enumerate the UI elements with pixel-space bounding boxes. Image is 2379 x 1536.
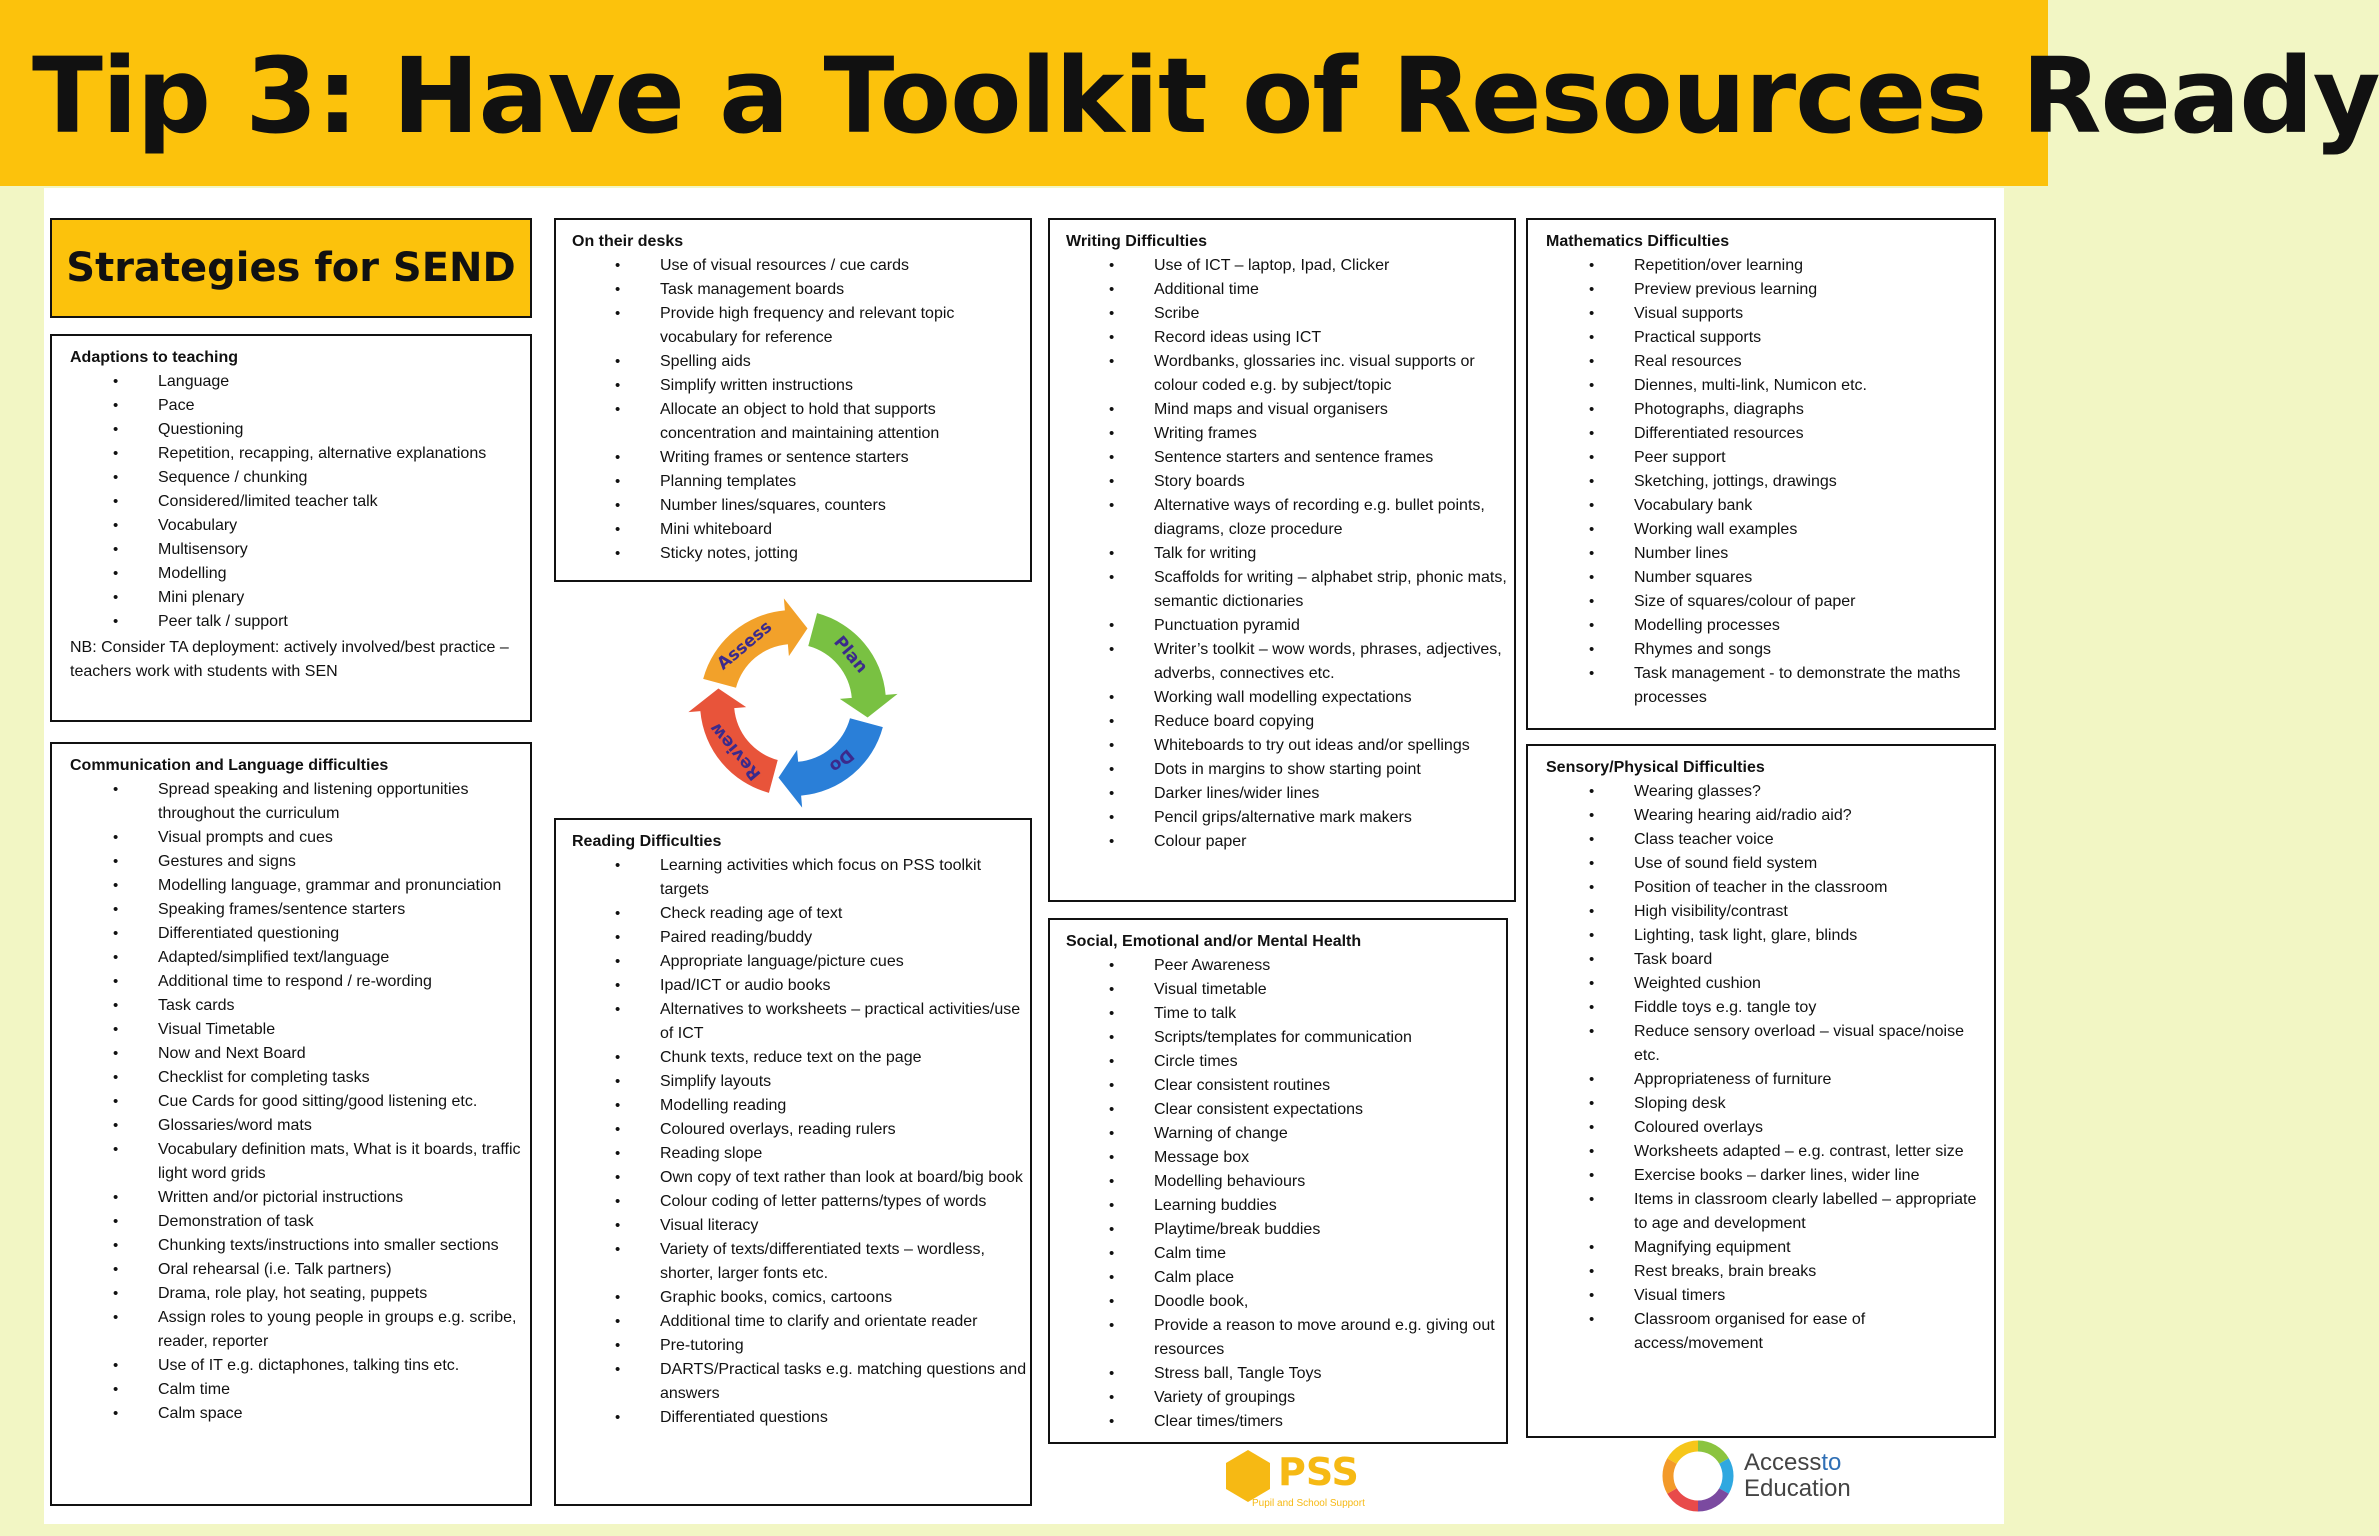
maths-box xyxy=(1526,218,1996,730)
communication-item: • Additional time to respond / re-wording xyxy=(158,970,530,994)
desks-item: • Sticky notes, jotting xyxy=(660,542,1030,566)
access-to-education-logo xyxy=(1662,1440,1882,1512)
reading-item: • Coloured overlays, reading rulers xyxy=(660,1118,1030,1142)
writing-item: • Wordbanks, glossaries inc. visual supports or colour coded e.g. by subject/topic xyxy=(1154,350,1514,398)
maths-item: • Number squares xyxy=(1634,566,1994,590)
desks-item: • Task management boards xyxy=(660,278,1030,302)
reading-item: • Visual literacy xyxy=(660,1214,1030,1238)
reading-heading: Reading Difficulties xyxy=(572,833,722,850)
social-item: • Provide a reason to move around e.g. giving out resources xyxy=(1154,1314,1506,1362)
communication-item: • Glossaries/word mats xyxy=(158,1114,530,1138)
writing-list xyxy=(1066,254,1514,854)
reading-item: • Colour coding of letter patterns/types of words xyxy=(660,1190,1030,1214)
maths-item: • Differentiated resources xyxy=(1634,422,1994,446)
sensory-item: • Exercise books – darker lines, wider line xyxy=(1634,1164,1994,1188)
adaptions-item: • Modelling xyxy=(158,562,530,586)
writing-item: • Writing frames xyxy=(1154,422,1514,446)
send-heading: Strategies for SEND xyxy=(66,245,516,291)
writing-heading: Writing Difficulties xyxy=(1066,233,1208,250)
desks-box xyxy=(554,218,1032,582)
social-list xyxy=(1066,954,1506,1434)
adaptions-item: • Peer talk / support xyxy=(158,610,530,634)
social-box xyxy=(1048,918,1508,1444)
sensory-item: • Rest breaks, brain breaks xyxy=(1634,1260,1994,1284)
maths-item: • Repetition/over learning xyxy=(1634,254,1994,278)
social-item: • Variety of groupings xyxy=(1154,1386,1506,1410)
writing-item: • Story boards xyxy=(1154,470,1514,494)
writing-item: • Scribe xyxy=(1154,302,1514,326)
reading-list xyxy=(572,854,1030,1430)
social-item: • Peer Awareness xyxy=(1154,954,1506,978)
communication-item: • Spread speaking and listening opportunities throughout the curriculum xyxy=(158,778,530,826)
maths-item: • Visual supports xyxy=(1634,302,1994,326)
reading-item: • Modelling reading xyxy=(660,1094,1030,1118)
reading-item: • Pre-tutoring xyxy=(660,1334,1030,1358)
sensory-list xyxy=(1546,780,1994,1356)
writing-item: • Record ideas using ICT xyxy=(1154,326,1514,350)
writing-item: • Mind maps and visual organisers xyxy=(1154,398,1514,422)
adaptions-list xyxy=(70,370,530,634)
adaptions-item: • Multisensory xyxy=(158,538,530,562)
communication-item: • Drama, role play, hot seating, puppets xyxy=(158,1282,530,1306)
writing-item: • Whiteboards to try out ideas and/or spellings xyxy=(1154,734,1514,758)
writing-item: • Talk for writing xyxy=(1154,542,1514,566)
maths-item: • Practical supports xyxy=(1634,326,1994,350)
social-item: • Visual timetable xyxy=(1154,978,1506,1002)
sensory-item: • Wearing hearing aid/radio aid? xyxy=(1634,804,1994,828)
writing-item: • Punctuation pyramid xyxy=(1154,614,1514,638)
sensory-item: • Lighting, task light, glare, blinds xyxy=(1634,924,1994,948)
writing-item: • Reduce board copying xyxy=(1154,710,1514,734)
pss-logo-text: PSS xyxy=(1278,1450,1359,1494)
communication-item: • Demonstration of task xyxy=(158,1210,530,1234)
desks-item: • Writing frames or sentence starters xyxy=(660,446,1030,470)
social-item: • Stress ball, Tangle Toys xyxy=(1154,1362,1506,1386)
communication-item: • Calm space xyxy=(158,1402,530,1426)
communication-item: • Cue Cards for good sitting/good listening etc. xyxy=(158,1090,530,1114)
social-heading: Social, Emotional and/or Mental Health xyxy=(1066,933,1362,950)
communication-item: • Task cards xyxy=(158,994,530,1018)
social-item: • Scripts/templates for communication xyxy=(1154,1026,1506,1050)
desks-item: • Mini whiteboard xyxy=(660,518,1030,542)
communication-item: • Checklist for completing tasks xyxy=(158,1066,530,1090)
sensory-item: • Worksheets adapted – e.g. contrast, letter size xyxy=(1634,1140,1994,1164)
desks-item: • Planning templates xyxy=(660,470,1030,494)
adaptions-note: NB: Consider TA deployment: actively involved/best practice – teachers work with students with SEN xyxy=(70,639,509,680)
to-word: to xyxy=(1821,1449,1842,1476)
communication-list xyxy=(70,778,530,1426)
title-banner xyxy=(0,0,2379,186)
writing-item: • Darker lines/wider lines xyxy=(1154,782,1514,806)
social-item: • Time to talk xyxy=(1154,1002,1506,1026)
desks-heading: On their desks xyxy=(572,233,684,250)
maths-item: • Sketching, jottings, drawings xyxy=(1634,470,1994,494)
maths-item: • Size of squares/colour of paper xyxy=(1634,590,1994,614)
cycle-label: Plan xyxy=(829,632,872,678)
reading-item: • Graphic books, comics, cartoons xyxy=(660,1286,1030,1310)
communication-heading: Communication and Language difficulties xyxy=(70,757,389,774)
reading-item: • Alternatives to worksheets – practical activities/use of ICT xyxy=(660,998,1030,1046)
maths-item: • Real resources xyxy=(1634,350,1994,374)
sensory-item: • Appropriateness of furniture xyxy=(1634,1068,1994,1092)
reading-item: • Simplify layouts xyxy=(660,1070,1030,1094)
reading-box xyxy=(554,818,1032,1506)
desks-item: • Number lines/squares, counters xyxy=(660,494,1030,518)
adaptions-item: • Mini plenary xyxy=(158,586,530,610)
sensory-item: • Weighted cushion xyxy=(1634,972,1994,996)
maths-item: • Vocabulary bank xyxy=(1634,494,1994,518)
communication-item: • Adapted/simplified text/language xyxy=(158,946,530,970)
social-item: • Message box xyxy=(1154,1146,1506,1170)
adaptions-item: • Repetition, recapping, alternative explanations xyxy=(158,442,530,466)
communication-item: • Chunking texts/instructions into smaller sections xyxy=(158,1234,530,1258)
cycle-label: Do xyxy=(824,744,858,777)
desks-item: • Allocate an object to hold that supports concentration and maintaining attention xyxy=(660,398,1030,446)
writing-item: • Use of ICT – laptop, Ipad, Clicker xyxy=(1154,254,1514,278)
communication-item: • Use of IT e.g. dictaphones, talking tins etc. xyxy=(158,1354,530,1378)
communication-item: • Now and Next Board xyxy=(158,1042,530,1066)
social-item: • Learning buddies xyxy=(1154,1194,1506,1218)
communication-item: • Oral rehearsal (i.e. Talk partners) xyxy=(158,1258,530,1282)
writing-item: • Dots in margins to show starting point xyxy=(1154,758,1514,782)
adaptions-item: • Vocabulary xyxy=(158,514,530,538)
writing-item: • Scaffolds for writing – alphabet strip, phonic mats, semantic dictionaries xyxy=(1154,566,1514,614)
reading-item: • Ipad/ICT or audio books xyxy=(660,974,1030,998)
maths-item: • Diennes, multi-link, Numicon etc. xyxy=(1634,374,1994,398)
desks-item: • Spelling aids xyxy=(660,350,1030,374)
send-heading-box xyxy=(50,218,532,318)
desks-item: • Use of visual resources / cue cards xyxy=(660,254,1030,278)
sensory-item: • Items in classroom clearly labelled – appropriate to age and development xyxy=(1634,1188,1994,1236)
sensory-item: • Use of sound field system xyxy=(1634,852,1994,876)
communication-item: • Visual Timetable xyxy=(158,1018,530,1042)
communication-item: • Gestures and signs xyxy=(158,850,530,874)
communication-item: • Differentiated questioning xyxy=(158,922,530,946)
desks-item: • Simplify written instructions xyxy=(660,374,1030,398)
reading-item: • Own copy of text rather than look at board/big book xyxy=(660,1166,1030,1190)
communication-item: • Modelling language, grammar and pronunciation xyxy=(158,874,530,898)
assess-plan-do-review-cycle xyxy=(682,592,904,814)
maths-item: • Rhymes and songs xyxy=(1634,638,1994,662)
sensory-item: • Class teacher voice xyxy=(1634,828,1994,852)
sensory-item: • Position of teacher in the classroom xyxy=(1634,876,1994,900)
social-item: • Doodle book, xyxy=(1154,1290,1506,1314)
writing-item: • Alternative ways of recording e.g. bullet points, diagrams, cloze procedure xyxy=(1154,494,1514,542)
communication-box xyxy=(50,742,532,1506)
adaptions-item: • Language xyxy=(158,370,530,394)
sensory-item: • Visual timers xyxy=(1634,1284,1994,1308)
sensory-item: • Classroom organised for ease of access/movement xyxy=(1634,1308,1994,1356)
social-item: • Circle times xyxy=(1154,1050,1506,1074)
social-item: • Playtime/break buddies xyxy=(1154,1218,1506,1242)
writing-item: • Working wall modelling expectations xyxy=(1154,686,1514,710)
communication-item: • Speaking frames/sentence starters xyxy=(158,898,530,922)
sensory-item: • Coloured overlays xyxy=(1634,1116,1994,1140)
reading-item: • Learning activities which focus on PSS toolkit targets xyxy=(660,854,1030,902)
reading-item: • Reading slope xyxy=(660,1142,1030,1166)
maths-heading: Mathematics Difficulties xyxy=(1546,233,1730,250)
social-item: • Calm time xyxy=(1154,1242,1506,1266)
reading-item: • Paired reading/buddy xyxy=(660,926,1030,950)
writing-item: • Writer’s toolkit – wow words, phrases, adjectives, adverbs, connectives etc. xyxy=(1154,638,1514,686)
sensory-box xyxy=(1526,744,1996,1438)
reading-item: • Chunk texts, reduce text on the page xyxy=(660,1046,1030,1070)
sensory-item: • Magnifying equipment xyxy=(1634,1236,1994,1260)
communication-item: • Visual prompts and cues xyxy=(158,826,530,850)
communication-item: • Vocabulary definition mats, What is it boards, traffic light word grids xyxy=(158,1138,530,1186)
pss-logo-tagline: Pupil and School Support xyxy=(1252,1498,1365,1509)
maths-item: • Photographs, diagraphs xyxy=(1634,398,1994,422)
sensory-heading: Sensory/Physical Difficulties xyxy=(1546,759,1765,776)
writing-item: • Additional time xyxy=(1154,278,1514,302)
writing-item: • Pencil grips/alternative mark makers xyxy=(1154,806,1514,830)
adaptions-item: • Questioning xyxy=(158,418,530,442)
sensory-item: • Sloping desk xyxy=(1634,1092,1994,1116)
social-item: • Clear times/timers xyxy=(1154,1410,1506,1434)
access-word: Access xyxy=(1744,1449,1822,1476)
cycle-label: Assess xyxy=(713,616,777,675)
pss-logo xyxy=(1222,1444,1370,1508)
adaptions-item: • Considered/limited teacher talk xyxy=(158,490,530,514)
communication-item: • Written and/or pictorial instructions xyxy=(158,1186,530,1210)
sensory-item: • Wearing glasses? xyxy=(1634,780,1994,804)
maths-item: • Peer support xyxy=(1634,446,1994,470)
communication-item: • Assign roles to young people in groups e.g. scribe, reader, reporter xyxy=(158,1306,530,1354)
writing-box xyxy=(1048,218,1516,902)
access-logo-line-2: Education xyxy=(1744,1475,1851,1502)
adaptions-heading: Adaptions to teaching xyxy=(70,349,238,366)
sensory-item: • High visibility/contrast xyxy=(1634,900,1994,924)
reading-item: • Differentiated questions xyxy=(660,1406,1030,1430)
reading-item: • Appropriate language/picture cues xyxy=(660,950,1030,974)
social-item: • Calm place xyxy=(1154,1266,1506,1290)
sensory-item: • Reduce sensory overload – visual space/noise etc. xyxy=(1634,1020,1994,1068)
adaptions-box xyxy=(50,334,532,722)
sensory-item: • Fiddle toys e.g. tangle toy xyxy=(1634,996,1994,1020)
access-logo-line-1 xyxy=(1744,1450,1841,1476)
writing-item: • Colour paper xyxy=(1154,830,1514,854)
desks-item: • Provide high frequency and relevant topic vocabulary for reference xyxy=(660,302,1030,350)
reading-item: • DARTS/Practical tasks e.g. matching questions and answers xyxy=(660,1358,1030,1406)
reading-item: • Additional time to clarify and orientate reader xyxy=(660,1310,1030,1334)
communication-item: • Calm time xyxy=(158,1378,530,1402)
maths-item: • Modelling processes xyxy=(1634,614,1994,638)
sensory-item: • Task board xyxy=(1634,948,1994,972)
social-item: • Warning of change xyxy=(1154,1122,1506,1146)
maths-item: • Preview previous learning xyxy=(1634,278,1994,302)
adaptions-item: • Pace xyxy=(158,394,530,418)
adaptions-item: • Sequence / chunking xyxy=(158,466,530,490)
ring-logo-icon xyxy=(1662,1440,1734,1512)
social-item: • Clear consistent expectations xyxy=(1154,1098,1506,1122)
reading-item: • Check reading age of text xyxy=(660,902,1030,926)
maths-item: • Working wall examples xyxy=(1634,518,1994,542)
reading-item: • Variety of texts/differentiated texts – wordless, shorter, larger fonts etc. xyxy=(660,1238,1030,1286)
writing-item: • Sentence starters and sentence frames xyxy=(1154,446,1514,470)
page-title: Tip 3: Have a Toolkit of Resources Ready xyxy=(32,35,2379,157)
social-item: • Clear consistent routines xyxy=(1154,1074,1506,1098)
maths-item: • Number lines xyxy=(1634,542,1994,566)
social-item: • Modelling behaviours xyxy=(1154,1170,1506,1194)
desks-list xyxy=(572,254,1030,566)
hexagon-icon xyxy=(1222,1448,1274,1504)
maths-item: • Task management - to demonstrate the maths processes xyxy=(1634,662,1994,710)
maths-list xyxy=(1546,254,1994,710)
cycle-label: Review xyxy=(705,718,766,784)
